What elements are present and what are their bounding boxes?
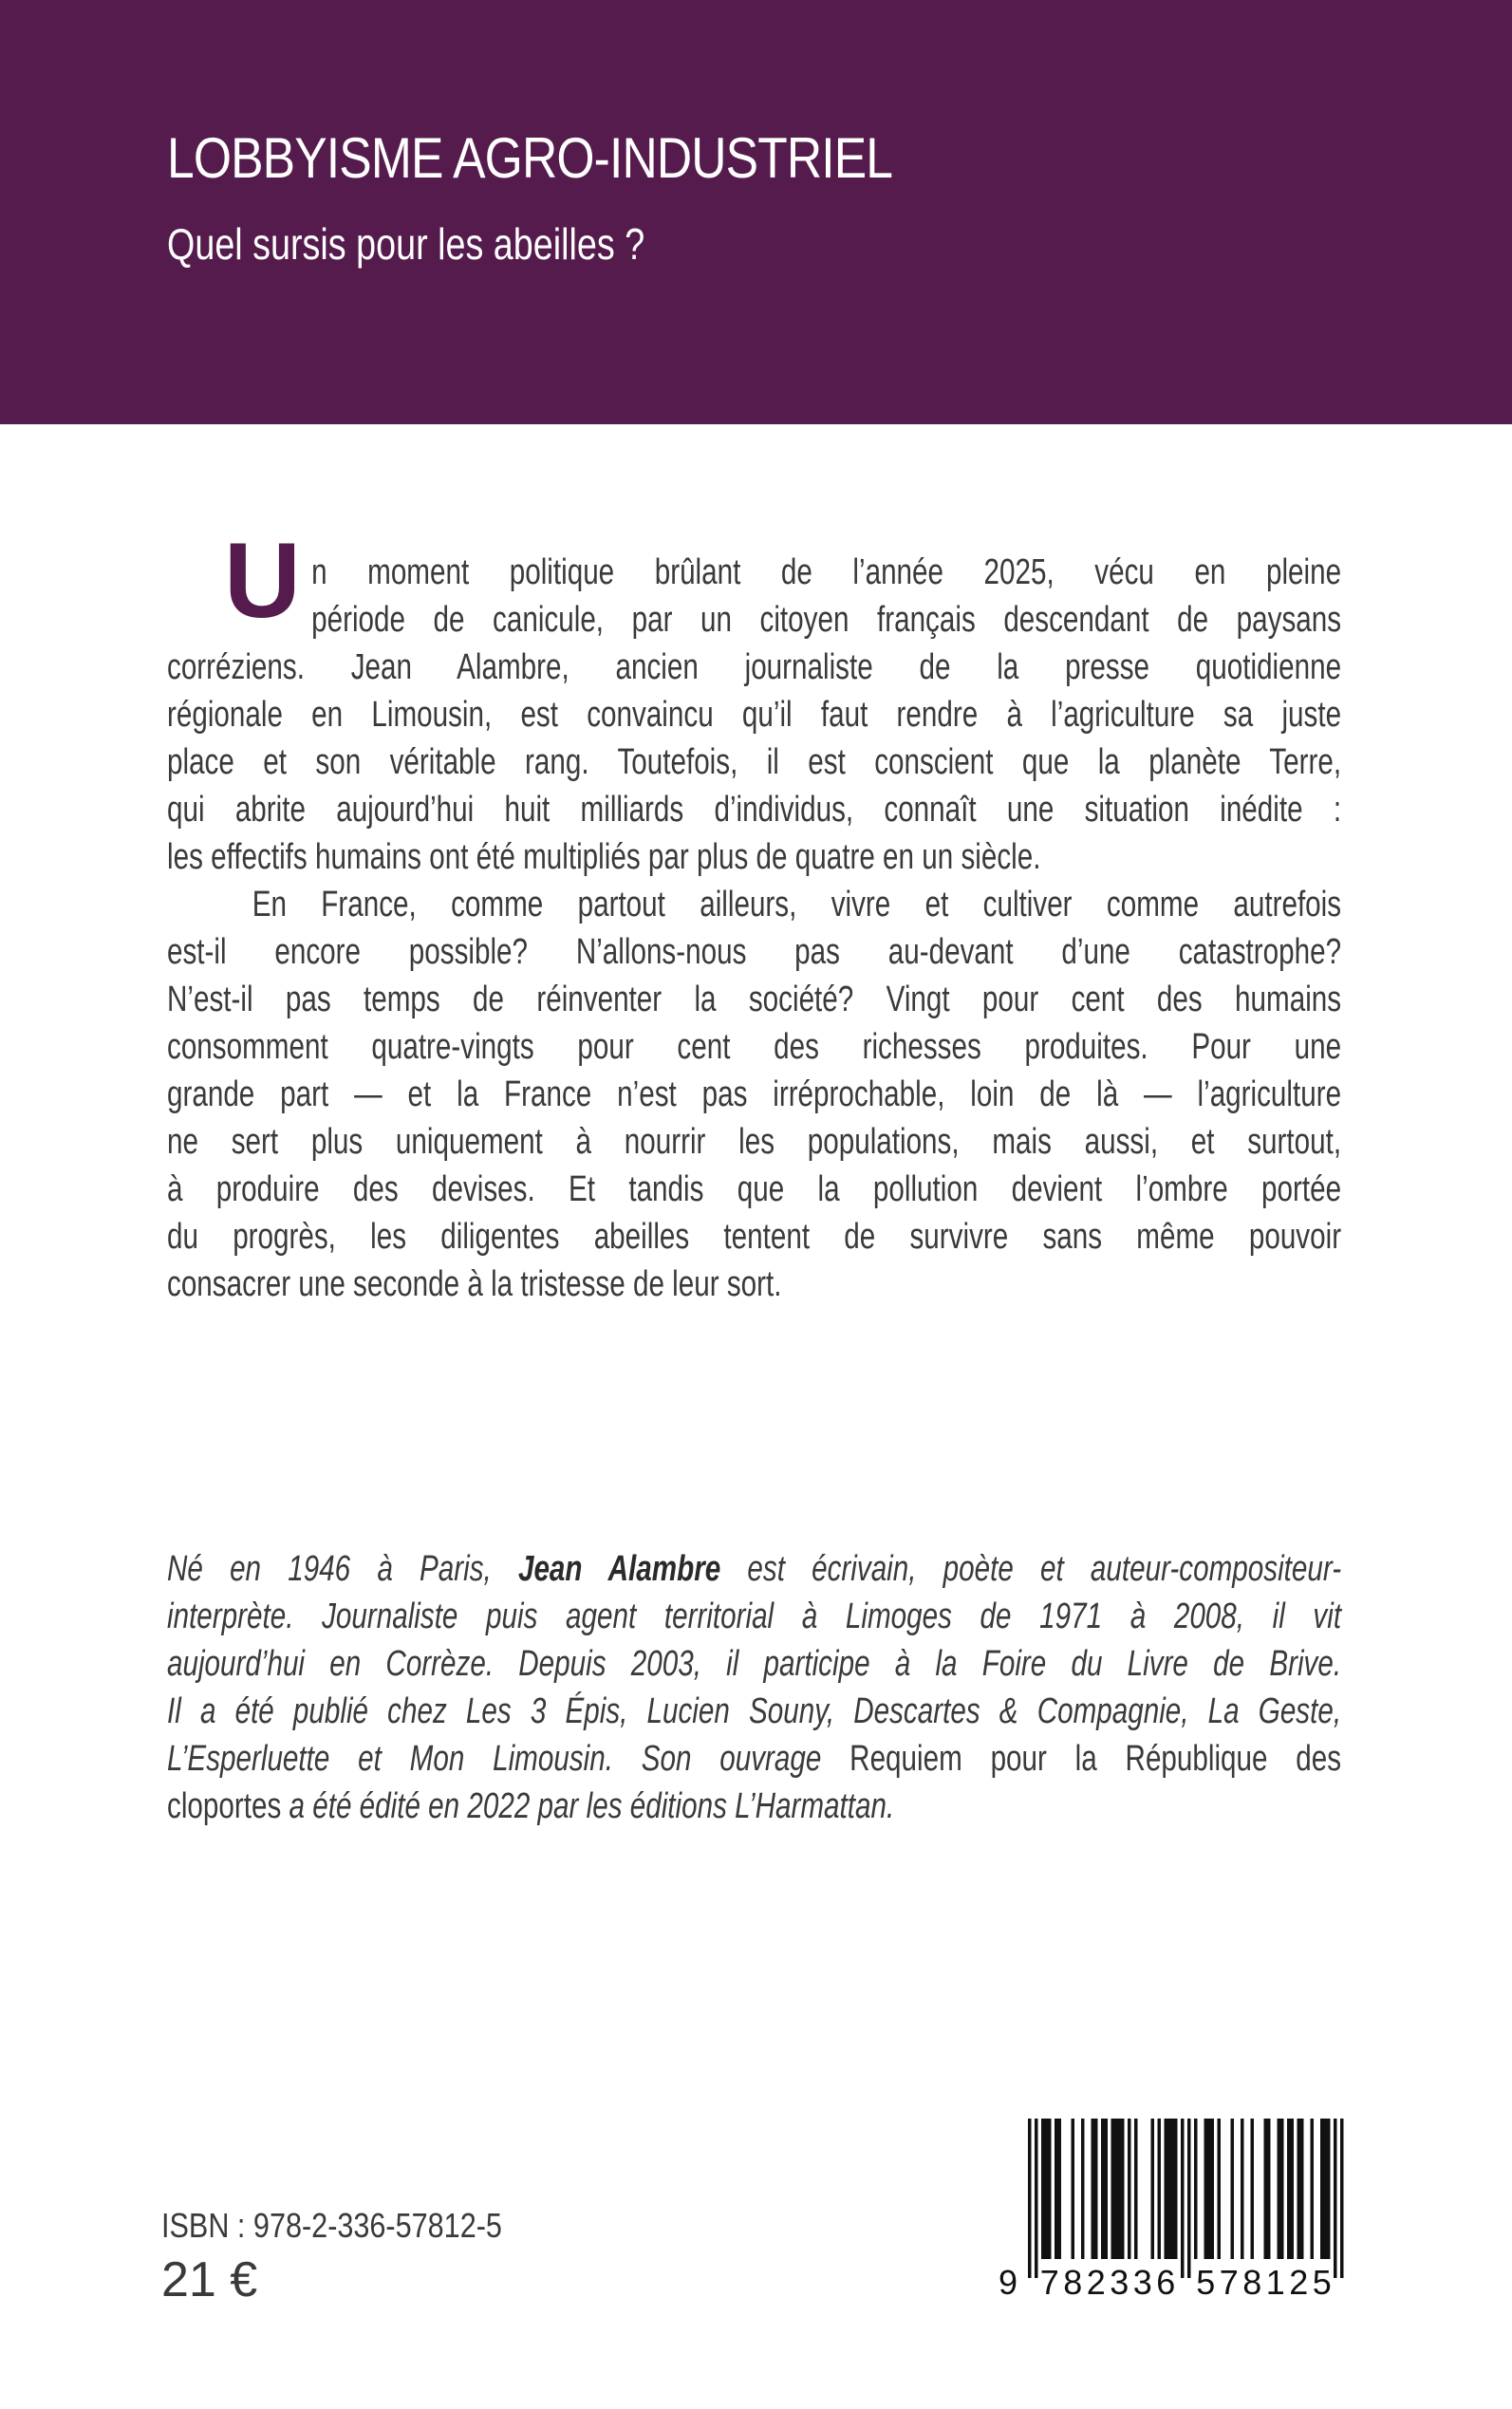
bio-line: interprète. Journaliste puis agent territorial à Limoges de 1971 à 2008, il vit: [167, 1597, 1342, 1636]
bio-text: L’Esperluette et Mon Limousin. Son ouvrage: [167, 1739, 850, 1779]
barcode-digit: 7: [1219, 2263, 1239, 2302]
description-line: les effectifs humains ont été multipliés par plus de quatre en un siècle.: [167, 837, 1041, 877]
barcode-bar: [1174, 2119, 1178, 2259]
barcode-bar: [1151, 2119, 1155, 2259]
barcode-bar: [1045, 2119, 1049, 2259]
description-line: est-il encore possible? N’allons-nous pas au-devant d’une catastrophe?: [167, 932, 1342, 972]
barcode-bar: [1327, 2119, 1331, 2259]
barcode-bar: [1251, 2119, 1255, 2259]
author-bio: [167, 1545, 1341, 1830]
barcode-digit: 6: [1156, 2263, 1176, 2302]
book-description: [167, 549, 1341, 1308]
barcode-bar: [1204, 2119, 1208, 2259]
description-line: régionale en Limousin, est convaincu qu’il faut rendre à l’agriculture sa juste: [167, 695, 1342, 735]
barcode-bar: [1187, 2119, 1191, 2278]
bio-line: [167, 1545, 1341, 1593]
book-reference: Requiem pour la République des: [849, 1739, 1342, 1779]
description-line: ne sert plus uniquement à nourrir les populations, mais aussi, et surtout,: [167, 1122, 1342, 1162]
drop-cap: U: [224, 521, 301, 640]
description-line: du progrès, les diligentes abeilles tentent de survivre sans même pouvoir: [167, 1217, 1342, 1257]
barcode-digit: 2: [1289, 2263, 1309, 2302]
book-reference: cloportes: [167, 1786, 282, 1826]
barcode-digit: 3: [1110, 2263, 1129, 2302]
barcode-bar: [1128, 2119, 1131, 2259]
barcode-bar: [1121, 2119, 1125, 2259]
barcode-bar: [1035, 2119, 1038, 2278]
barcode-bar: [1092, 2119, 1095, 2259]
barcode-bar: [1081, 2119, 1085, 2259]
description-line: qui abrite aujourd’hui huit milliards d’individus, connaît une situation inédite :: [167, 790, 1342, 830]
barcode-bar: [1320, 2119, 1324, 2259]
barcode-bar: [1231, 2119, 1235, 2259]
bio-text: a été édité en 2022 par les éditions L’Harmattan.: [281, 1786, 895, 1826]
barcode-bar: [1267, 2119, 1271, 2259]
barcode-bar: [1241, 2119, 1244, 2259]
barcode-bar: [1041, 2119, 1045, 2259]
barcode-digit: 3: [1132, 2263, 1152, 2302]
description-line: à produire des devises. Et tandis que la pollution devient l’ombre portée: [167, 1169, 1342, 1209]
barcode-bar: [1297, 2119, 1301, 2259]
description-line: n moment politique brûlant de l’année 2025, vécu en pleine: [311, 552, 1342, 592]
barcode-bar: [1105, 2119, 1109, 2259]
author-name: Jean Alambre: [517, 1549, 721, 1589]
book-subtitle: Quel sursis pour les abeilles ?: [167, 219, 645, 269]
barcode-bar: [1118, 2119, 1122, 2259]
barcode-bar: [1264, 2119, 1268, 2259]
barcode-bar: [1028, 2119, 1032, 2278]
bio-line: [167, 1735, 1341, 1783]
book-title: LOBBYISME AGRO-INDUSTRIEL: [167, 126, 893, 190]
bio-line: aujourd’hui en Corrèze. Depuis 2003, il participe à la Foire du Livre de Brive.: [167, 1644, 1342, 1684]
barcode-bar: [1280, 2119, 1284, 2259]
barcode-bar: [1101, 2119, 1105, 2259]
barcode-bar: [1218, 2119, 1222, 2259]
bio-text: Né en 1946 à Paris,: [167, 1549, 518, 1589]
barcode-bar: [1094, 2119, 1098, 2259]
isbn: ISBN : 978-2-336-57812-5: [161, 2206, 502, 2245]
barcode-bar: [1278, 2119, 1281, 2259]
barcode-digit: 7: [1039, 2263, 1059, 2302]
barcode-bar: [1334, 2119, 1337, 2278]
description-line: corréziens. Jean Alambre, ancien journaliste de la presse quotidienne: [167, 647, 1342, 687]
barcode-digit: 5: [1196, 2263, 1216, 2302]
barcode-bar: [1211, 2119, 1215, 2259]
bio-text: est écrivain, poète et auteur-compositeur-: [720, 1549, 1342, 1589]
description-line: place et son véritable rang. Toutefois, il est conscient que la planète Terre,: [167, 742, 1342, 782]
barcode-bar: [1111, 2119, 1115, 2259]
barcode-bar: [1194, 2119, 1198, 2259]
barcode-bar: [1167, 2119, 1171, 2259]
barcode-bar: [1300, 2119, 1304, 2259]
ean13-barcode: [997, 2112, 1357, 2306]
barcode-bar: [1048, 2119, 1052, 2259]
barcode-bar: [1134, 2119, 1138, 2259]
barcode-digit: 8: [1063, 2263, 1083, 2302]
barcode-bar: [1287, 2119, 1291, 2259]
bio-line: [167, 1783, 1341, 1830]
barcode-bar: [1114, 2119, 1118, 2259]
barcode-bar: [1324, 2119, 1328, 2259]
description-line: En France, comme partout ailleurs, vivre et cultiver comme autrefois: [252, 885, 1342, 924]
barcode-bar: [1055, 2119, 1058, 2259]
description-line: période de canicule, par un citoyen français descendant de paysans: [311, 600, 1342, 640]
barcode-digit: 2: [1086, 2263, 1106, 2302]
description-line: N’est-il pas temps de réinventer la société? Vingt pour cent des humains: [167, 980, 1342, 1019]
barcode-bar: [1207, 2119, 1211, 2259]
description-line: consomment quatre-vingts pour cent des richesses produites. Pour une: [167, 1027, 1342, 1067]
bio-line: Il a été publié chez Les 3 Épis, Lucien Souny, Descartes & Compagnie, La Geste,: [167, 1691, 1342, 1731]
barcode-digit: 9: [998, 2263, 1018, 2302]
barcode-bar: [1311, 2119, 1315, 2259]
barcode-bar: [1165, 2119, 1168, 2259]
barcode-bar: [1171, 2119, 1175, 2259]
barcode-bar: [1291, 2119, 1295, 2259]
barcode-digit: 5: [1312, 2263, 1332, 2302]
barcode-digit: 8: [1242, 2263, 1262, 2302]
price: 21 €: [161, 2252, 258, 2307]
barcode-bar: [1340, 2119, 1344, 2278]
barcode-digit: 1: [1265, 2263, 1285, 2302]
description-line: grande part — et la France n’est pas irréprochable, loin de là — l’agriculture: [167, 1074, 1342, 1114]
cover-header-band: [0, 0, 1512, 424]
barcode-bar: [1158, 2119, 1162, 2259]
barcode-bar: [1181, 2119, 1185, 2278]
description-line: consacrer une seconde à la tristesse de leur sort.: [167, 1264, 782, 1304]
barcode-bar: [1058, 2119, 1062, 2259]
barcode-bar: [1072, 2119, 1075, 2259]
